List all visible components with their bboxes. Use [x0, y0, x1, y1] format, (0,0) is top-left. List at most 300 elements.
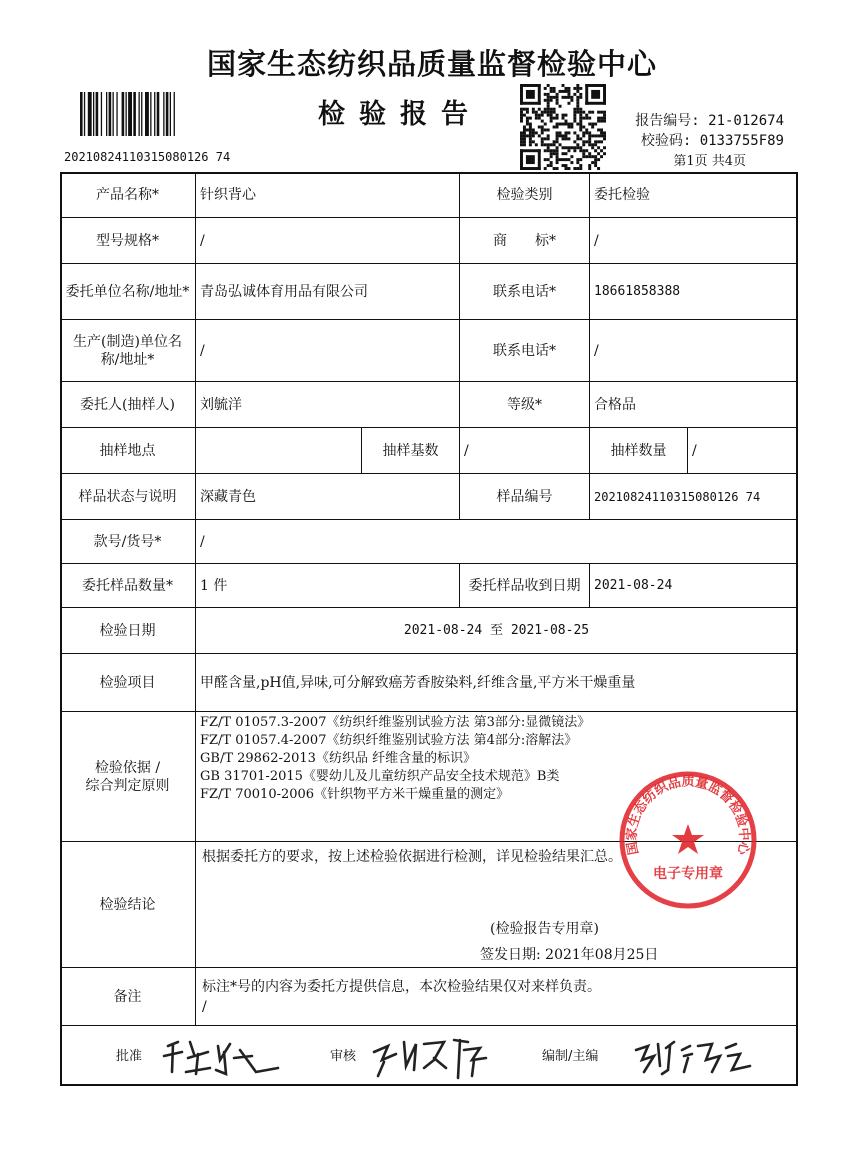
qr-cell: [594, 158, 597, 161]
qr-cell: [579, 120, 582, 123]
qr-code-icon: [520, 84, 606, 170]
qr-cell: [541, 143, 544, 146]
label-client-phone: 联系电话*: [460, 264, 590, 320]
qr-cell: [541, 131, 544, 134]
qr-cell: [556, 99, 559, 102]
qr-cell: [556, 137, 559, 140]
qr-cell: [559, 131, 562, 134]
qr-cell: [553, 117, 556, 120]
qr-cell: [538, 134, 541, 137]
qr-cell: [544, 128, 547, 131]
seal-note: (检验报告专用章): [490, 921, 599, 937]
qr-cell: [523, 137, 526, 140]
qr-cell: [556, 96, 559, 99]
qr-cell: [526, 123, 529, 126]
qr-cell: [567, 102, 570, 105]
qr-cell: [591, 123, 594, 126]
signature-row: [60, 1026, 798, 1086]
value-client: 青岛弘诚体育用品有限公司: [196, 264, 460, 320]
qr-cell: [550, 114, 553, 117]
qr-cell: [553, 143, 556, 146]
qr-cell: [550, 96, 553, 99]
qr-cell: [573, 117, 576, 120]
qr-cell: [564, 152, 567, 155]
qr-cell: [579, 137, 582, 140]
qr-cell: [582, 134, 585, 137]
conclusion-text: 根据委托方的要求，按上述检验依据进行检测，详见检验结果汇总。: [202, 849, 622, 865]
qr-cell: [526, 134, 529, 137]
qr-cell: [538, 117, 541, 120]
qr-cell: [594, 149, 597, 152]
qr-cell: [553, 111, 556, 114]
label-inspect-items: 检验项目: [60, 654, 196, 712]
qr-cell: [559, 123, 562, 126]
qr-cell: [553, 108, 556, 111]
approve-label: 批准: [116, 1049, 143, 1064]
qr-cell: [588, 111, 591, 114]
qr-cell: [523, 114, 526, 117]
barcode-bar: [133, 92, 136, 136]
qr-cell: [538, 114, 541, 117]
barcode-bar: [106, 92, 107, 136]
qr-cell: [576, 167, 579, 170]
qr-cell: [541, 120, 544, 123]
qr-cell: [520, 167, 541, 170]
qr-cell: [588, 152, 591, 155]
qr-cell: [573, 131, 576, 134]
qr-cell: [579, 93, 582, 96]
qr-cell: [556, 146, 559, 149]
qr-cell: [547, 134, 550, 137]
label-received-date: 委托样品收到日期: [460, 564, 590, 608]
value-producer-phone: /: [590, 320, 798, 382]
qr-cell: [591, 143, 594, 146]
barcode-bar: [96, 92, 99, 136]
qr-cell: [591, 90, 600, 99]
qr-cell: [570, 99, 573, 102]
barcode-icon: [80, 92, 210, 136]
qr-cell: [529, 126, 532, 129]
qr-cell: [588, 123, 591, 126]
qr-cell: [573, 114, 576, 117]
qr-cell: [535, 117, 538, 120]
qr-cell: [547, 102, 550, 105]
qr-cell: [556, 93, 559, 96]
qr-cell: [556, 155, 559, 158]
qr-cell: [556, 126, 559, 129]
qr-cell: [591, 146, 594, 149]
qr-cell: [523, 126, 526, 129]
qr-cell: [564, 164, 567, 167]
qr-cell: [532, 134, 535, 137]
qr-cell: [562, 84, 565, 87]
qr-cell: [564, 120, 567, 123]
qr-cell: [556, 117, 559, 120]
barcode-bar: [116, 92, 117, 136]
qr-cell: [529, 128, 532, 131]
value-sampling-base: /: [460, 428, 590, 474]
qr-cell: [576, 105, 579, 108]
qr-cell: [529, 140, 532, 143]
barcode-bar: [113, 92, 114, 136]
qr-cell: [585, 84, 606, 87]
qr-cell: [594, 143, 597, 146]
qr-cell: [573, 146, 576, 149]
qr-cell: [594, 164, 597, 167]
qr-cell: [532, 111, 535, 114]
label-inspect-type: 检验类别: [460, 172, 590, 218]
qr-cell: [544, 93, 547, 96]
qr-cell: [556, 161, 559, 164]
qr-cell: [553, 140, 556, 143]
qr-cell: [520, 120, 523, 123]
qr-cell: [576, 87, 579, 90]
qr-cell: [564, 123, 567, 126]
qr-cell: [541, 137, 544, 140]
qr-cell: [553, 152, 556, 155]
qr-cell: [591, 134, 594, 137]
qr-cell: [535, 143, 538, 146]
qr-cell: [553, 90, 556, 93]
label-client: 委托单位名称/地址*: [60, 264, 196, 320]
qr-cell: [579, 164, 582, 167]
qr-cell: [573, 93, 576, 96]
qr-cell: [559, 143, 562, 146]
value-sample-state: 深藏青色: [196, 474, 460, 520]
qr-cell: [550, 117, 553, 120]
value-producer: /: [196, 320, 460, 382]
qr-cell: [538, 108, 541, 111]
qr-cell: [544, 99, 547, 102]
qr-cell: [594, 155, 597, 158]
barcode-bar: [126, 92, 127, 136]
qr-cell: [529, 137, 532, 140]
value-sampling-qty: /: [688, 428, 798, 474]
qr-cell: [564, 167, 567, 170]
qr-cell: [567, 126, 570, 129]
official-seal-stamp: [616, 768, 760, 912]
basis-line: GB/T 29862-2013《纺织品 纤维含量的标识》: [200, 751, 477, 766]
label-grade: 等级*: [460, 382, 590, 428]
qr-cell: [588, 155, 591, 158]
qr-cell: [570, 126, 573, 129]
basis-line: FZ/T 01057.4-2007《纺织纤维鉴别试验方法 第4部分:溶解法》: [200, 733, 578, 748]
qr-cell: [573, 167, 576, 170]
qr-cell: [547, 164, 550, 167]
qr-cell: [562, 117, 565, 120]
value-product-name: 针织背心: [196, 172, 460, 218]
barcode-bar: [166, 92, 169, 136]
qr-cell: [564, 137, 567, 140]
qr-cell: [576, 96, 579, 99]
qr-cell: [547, 137, 550, 140]
qr-cell: [562, 146, 565, 149]
qr-cell: [553, 167, 556, 170]
qr-cell: [529, 123, 532, 126]
barcode-bar: [88, 92, 92, 136]
basis-line: FZ/T 70010-2006《针织物平方米干燥重量的测定》: [200, 787, 510, 802]
qr-cell: [567, 93, 570, 96]
qr-cell: [547, 114, 550, 117]
qr-cell: [591, 155, 594, 158]
qr-cell: [585, 114, 588, 117]
value-sample-no: 20210824110315080126 74: [590, 474, 798, 520]
qr-cell: [520, 131, 523, 134]
qr-cell: [567, 149, 570, 152]
qr-cell: [588, 137, 591, 140]
qr-cell: [579, 108, 582, 111]
qr-cell: [562, 152, 565, 155]
qr-cell: [564, 146, 567, 149]
barcode-bar: [163, 92, 164, 136]
qr-cell: [585, 131, 588, 134]
qr-cell: [526, 128, 529, 131]
qr-cell: [541, 128, 544, 131]
label-producer-phone: 联系电话*: [460, 320, 590, 382]
edit-label: 编制/主编: [542, 1049, 599, 1064]
qr-cell: [582, 149, 585, 152]
qr-cell: [588, 143, 591, 146]
value-received-date: 2021-08-24: [590, 564, 798, 608]
qr-cell: [520, 84, 541, 87]
qr-cell: [562, 123, 565, 126]
label-sample-count: 委托样品数量*: [60, 564, 196, 608]
qr-cell: [579, 111, 582, 114]
value-sampling-place: [196, 428, 362, 474]
barcode-bar: [84, 92, 85, 136]
qr-cell: [579, 114, 582, 117]
qr-cell: [562, 134, 565, 137]
qr-cell: [547, 108, 550, 111]
qr-cell: [567, 146, 570, 149]
qr-cell: [562, 158, 565, 161]
label-product-name: 产品名称*: [60, 172, 196, 218]
qr-cell: [582, 143, 585, 146]
qr-cell: [582, 152, 585, 155]
qr-cell: [526, 111, 529, 114]
qr-cell: [585, 102, 606, 105]
qr-cell: [523, 128, 526, 131]
label-sampling-base: 抽样基数: [362, 428, 460, 474]
qr-cell: [547, 105, 550, 108]
qr-cell: [547, 149, 550, 152]
label-style-no: 款号/货号*: [60, 520, 196, 564]
qr-cell: [547, 158, 550, 161]
qr-cell: [579, 96, 582, 99]
qr-cell: [520, 149, 541, 152]
basis-line: GB 31701-2015《婴幼儿及儿童纺织产品安全技术规范》B类: [200, 769, 560, 784]
qr-cell: [550, 108, 553, 111]
page-indicator: 第1页 共4页: [673, 154, 746, 169]
qr-cell: [538, 84, 541, 105]
basis-line: FZ/T 01057.3-2007《纺织纤维鉴别试验方法 第3部分:显微镜法》: [200, 715, 591, 730]
qr-cell: [588, 140, 591, 143]
qr-cell: [562, 90, 565, 93]
value-inspect-type: 委托检验: [590, 172, 798, 218]
barcode-bar: [141, 92, 142, 136]
qr-cell: [585, 155, 588, 158]
qr-cell: [579, 128, 582, 131]
qr-cell: [576, 102, 579, 105]
barcode-number: 20210824110315080126 74: [64, 150, 231, 164]
label-model: 型号规格*: [60, 218, 196, 264]
qr-cell: [564, 96, 567, 99]
qr-cell: [594, 161, 597, 164]
qr-cell: [550, 155, 553, 158]
qr-cell: [520, 111, 523, 114]
qr-cell: [559, 158, 562, 161]
organization-title: 国家生态纺织品质量监督检验中心: [206, 47, 657, 81]
qr-cell: [594, 140, 597, 143]
qr-cell: [588, 117, 591, 120]
qr-cell: [556, 140, 559, 143]
qr-cell: [579, 117, 582, 120]
seal-star-icon: [672, 824, 704, 854]
qr-cell: [526, 120, 529, 123]
qr-cell: [585, 84, 588, 105]
qr-cell: [576, 161, 579, 164]
qr-cell: [544, 167, 547, 170]
label-conclusion: 检验结论: [60, 842, 196, 968]
label-sampling-place: 抽样地点: [60, 428, 196, 474]
barcode-bar: [157, 92, 160, 136]
value-grade: 合格品: [590, 382, 798, 428]
qr-cell: [544, 87, 547, 90]
qr-cell: [570, 146, 573, 149]
barcode-bar: [174, 92, 175, 136]
label-trademark: 商 标*: [460, 218, 590, 264]
qr-cell: [559, 105, 562, 108]
barcode-bar: [139, 92, 140, 136]
label-sample-no: 样品编号: [460, 474, 590, 520]
qr-cell: [526, 90, 535, 99]
remarks-text: 标注*号的内容为委托方提供信息，本次检验结果仅对来样负责。: [202, 979, 601, 995]
qr-cell: [567, 158, 570, 161]
barcode-bar: [154, 92, 155, 136]
qr-cell: [529, 117, 532, 120]
qr-cell: [547, 143, 550, 146]
qr-cell: [567, 96, 570, 99]
qr-cell: [562, 114, 565, 117]
qr-cell: [556, 102, 559, 105]
qr-cell: [547, 99, 550, 102]
qr-cell: [550, 87, 553, 90]
qr-cell: [591, 126, 594, 129]
qr-cell: [564, 158, 567, 161]
qr-cell: [553, 96, 556, 99]
qr-cell: [576, 137, 579, 140]
qr-cell: [556, 167, 559, 170]
qr-cell: [579, 146, 582, 149]
qr-cell: [544, 143, 547, 146]
qr-cell: [550, 120, 553, 123]
qr-cell: [544, 108, 547, 111]
qr-cell: [579, 126, 582, 129]
qr-cell: [550, 143, 553, 146]
qr-cell: [579, 167, 582, 170]
qr-cell: [559, 90, 562, 93]
qr-cell: [523, 140, 526, 143]
barcode-bar: [93, 92, 94, 136]
qr-cell: [579, 158, 582, 161]
value-inspect-items: 甲醛含量,pH值,异味,可分解致癌芳香胺染料,纤维含量,平方米干燥重量: [196, 654, 798, 712]
qr-cell: [529, 134, 532, 137]
qr-cell: [535, 111, 538, 114]
qr-cell: [585, 149, 588, 152]
qr-cell: [591, 111, 594, 114]
qr-cell: [579, 87, 582, 90]
qr-cell: [547, 93, 550, 96]
qr-cell: [576, 99, 579, 102]
qr-cell: [603, 84, 606, 105]
label-basis-line-1: 检验依据 /: [94, 759, 161, 776]
label-sample-state: 样品状态与说明: [60, 474, 196, 520]
qr-cell: [532, 108, 535, 111]
qr-cell: [576, 146, 579, 149]
qr-cell: [523, 108, 526, 111]
qr-cell: [550, 152, 553, 155]
qr-cell: [550, 149, 553, 152]
qr-cell: [573, 108, 576, 111]
qr-cell: [556, 134, 559, 137]
qr-cell: [594, 134, 597, 137]
qr-cell: [556, 158, 559, 161]
qr-cell: [532, 131, 535, 134]
qr-cell: [541, 140, 544, 143]
qr-cell: [570, 161, 573, 164]
issue-date: 签发日期: 2021年08月25日: [480, 947, 659, 963]
qr-cell: [529, 131, 532, 134]
qr-cell: [559, 134, 562, 137]
qr-cell: [573, 140, 576, 143]
qr-cell: [576, 84, 579, 87]
qr-cell: [520, 84, 523, 105]
qr-cell: [576, 143, 579, 146]
qr-cell: [564, 90, 567, 93]
qr-cell: [544, 137, 547, 140]
qr-cell: [576, 108, 579, 111]
qr-cell: [520, 137, 523, 140]
qr-cell: [576, 158, 579, 161]
qr-cell: [588, 167, 591, 170]
qr-cell: [582, 111, 585, 114]
qr-cell: [550, 164, 553, 167]
qr-cell: [564, 134, 567, 137]
qr-cell: [538, 149, 541, 170]
review-signature: [364, 1030, 494, 1082]
qr-cell: [544, 111, 547, 114]
qr-cell: [576, 90, 579, 93]
qr-cell: [567, 167, 570, 170]
qr-cell: [567, 137, 570, 140]
remarks-line2: /: [202, 999, 207, 1015]
qr-cell: [544, 123, 547, 126]
qr-cell: [582, 140, 585, 143]
qr-cell: [573, 120, 576, 123]
qr-cell: [570, 155, 573, 158]
qr-cell: [585, 128, 588, 131]
qr-cell: [550, 161, 553, 164]
qr-cell: [556, 114, 559, 117]
qr-cell: [550, 99, 553, 102]
qr-cell: [547, 146, 550, 149]
value-model: /: [196, 218, 460, 264]
qr-cell: [547, 111, 550, 114]
value-sample-count: 1 件: [196, 564, 460, 608]
barcode-bar: [150, 92, 151, 136]
qr-cell: [544, 158, 547, 161]
qr-cell: [523, 131, 526, 134]
